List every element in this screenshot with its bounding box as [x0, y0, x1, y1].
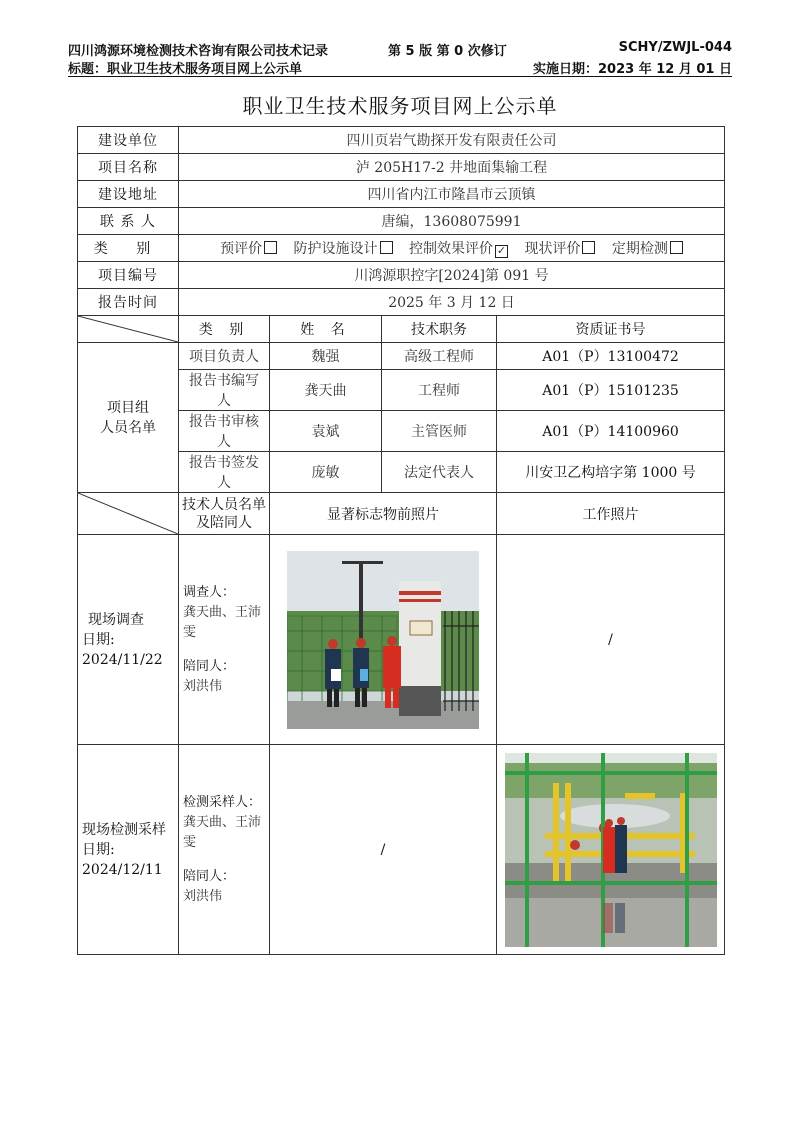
survey-companion-name: 刘洪伟	[183, 678, 223, 694]
survey-date-cell	[78, 535, 179, 745]
staff-header-row	[78, 316, 725, 343]
staff-cert: A01（P）13100472	[497, 343, 725, 370]
survey-staff-cell	[179, 535, 270, 745]
photo-header-diagonal-cell	[78, 493, 179, 535]
document-code: SCHY/ZWJL-044	[618, 40, 732, 55]
project-team-label-line-2: 人员名单	[100, 419, 156, 436]
staff-cert: A01（P）15101235	[497, 370, 725, 411]
staff-name: 魏强	[270, 343, 382, 370]
staff-role: 报告书编写人	[179, 370, 270, 411]
staff-title: 主管医师	[382, 411, 497, 452]
row-project-number	[78, 262, 725, 289]
sampling-companion-label: 陪同人：	[183, 868, 236, 884]
staff-header-category: 类 别	[179, 316, 270, 343]
staff-title: 工程师	[382, 370, 497, 411]
investigator-names: 龚天曲、王沛雯	[183, 604, 262, 640]
category-control-effect-label: 控制效果评价	[409, 241, 493, 257]
category-periodic-testing	[612, 241, 683, 257]
checkbox-control-effect: ✓	[496, 244, 507, 257]
category-pre-evaluation-label: 预评价	[220, 241, 263, 257]
staff-name: 袁斌	[270, 411, 382, 452]
staff-cert: A01（P）14100960	[497, 411, 725, 452]
row-contact	[78, 208, 725, 235]
category-periodic-testing-label: 定期检测	[611, 241, 668, 257]
category-protection-design-label: 防护设施设计	[293, 241, 378, 257]
category-status-evaluation	[524, 241, 595, 257]
checkbox-protection-design	[380, 241, 393, 254]
staff-name: 龚天曲	[270, 370, 382, 411]
tech-staff-header: 技术人员名单及陪同人	[179, 493, 270, 535]
category-status-evaluation-label: 现状评价	[524, 241, 581, 257]
staff-cert: 川安卫乙构培字第 1000 号	[497, 452, 725, 493]
sampling-label-line-2: 日期:	[82, 841, 115, 858]
company-name: 四川鸿源环境检测技术咨询有限公司技术记录	[68, 44, 329, 59]
project-name-label: 项目名称	[78, 154, 179, 181]
survey-work-photo-placeholder: /	[497, 535, 725, 745]
sampling-companion-name: 刘洪伟	[183, 888, 223, 904]
sampling-date-cell	[78, 745, 179, 955]
survey-row	[78, 535, 725, 745]
unit-label: 建设单位	[78, 127, 179, 154]
category-options	[179, 235, 725, 262]
staff-header-cert: 资质证书号	[497, 316, 725, 343]
staff-header-diagonal-cell	[78, 316, 179, 343]
landmark-photo-header: 显著标志物前照片	[270, 493, 497, 535]
category-pre-evaluation	[220, 241, 277, 257]
sampler-label: 检测采样人：	[183, 794, 262, 810]
address-label: 建设地址	[78, 181, 179, 208]
version-info: 第 5 版 第 0 次修订	[388, 44, 507, 59]
sampling-row	[78, 745, 725, 955]
survey-label-line-2: 日期:	[82, 631, 115, 648]
header-divider	[68, 76, 732, 77]
project-number-label: 项目编号	[78, 262, 179, 289]
investigator-label: 调查人：	[183, 584, 236, 600]
staff-role: 报告书签发人	[179, 452, 270, 493]
landmark-photo-cell	[270, 535, 497, 745]
staff-role: 报告书审核人	[179, 411, 270, 452]
survey-label-line-1: 现场调查	[88, 611, 144, 628]
sampling-work-photo-cell	[497, 745, 725, 955]
category-protection-design	[294, 241, 393, 257]
row-unit	[78, 127, 725, 154]
landmark-photo	[287, 551, 479, 729]
work-photo-header: 工作照片	[497, 493, 725, 535]
report-time-value: 2025 年 3 月 12 日	[179, 289, 725, 316]
category-label: 类 别	[78, 235, 179, 262]
staff-row	[78, 343, 725, 370]
project-name-value: 泸 205H17-2 井地面集输工程	[179, 154, 725, 181]
checkbox-status-evaluation	[582, 241, 595, 254]
staff-name: 庞敏	[270, 452, 382, 493]
survey-date: 2024/11/22	[82, 651, 163, 668]
contact-value: 唐编，13608075991	[179, 208, 725, 235]
survey-companion-label: 陪同人：	[183, 658, 236, 674]
notice-table	[77, 126, 725, 955]
sampling-date: 2024/12/11	[82, 861, 163, 878]
sampling-landmark-photo-placeholder: /	[270, 745, 497, 955]
project-team-label	[78, 343, 179, 493]
work-photo	[505, 753, 717, 947]
row-address	[78, 181, 725, 208]
checkbox-pre-evaluation	[264, 241, 277, 254]
staff-header-name: 姓 名	[270, 316, 382, 343]
address-value: 四川省内江市隆昌市云顶镇	[179, 181, 725, 208]
staff-title: 高级工程师	[382, 343, 497, 370]
project-number-value: 川鸿源职控字[2024]第 091 号	[179, 262, 725, 289]
row-project-name	[78, 154, 725, 181]
photo-header-row	[78, 493, 725, 535]
document-title: 职业卫生技术服务项目网上公示单	[242, 94, 558, 118]
project-team-label-line-1: 项目组	[107, 399, 149, 416]
sampling-label-line-1: 现场检测采样	[82, 821, 166, 838]
report-time-label: 报告时间	[78, 289, 179, 316]
staff-role: 项目负责人	[179, 343, 270, 370]
category-control-effect	[409, 241, 508, 257]
contact-label: 联 系 人	[78, 208, 179, 235]
sampling-staff-cell	[179, 745, 270, 955]
staff-title: 法定代表人	[382, 452, 497, 493]
diagonal-line	[78, 493, 178, 534]
diagonal-line	[78, 316, 178, 342]
unit-value: 四川页岩气勘探开发有限责任公司	[179, 127, 725, 154]
checkbox-periodic-testing	[670, 241, 683, 254]
effective-date: 实施日期：2023 年 12 月 01 日	[533, 62, 732, 77]
staff-header-title: 技术职务	[382, 316, 497, 343]
header-title: 标题：职业卫生技术服务项目网上公示单	[68, 62, 303, 77]
row-category	[78, 235, 725, 262]
row-report-time	[78, 289, 725, 316]
sampler-names: 龚天曲、王沛雯	[183, 814, 262, 850]
